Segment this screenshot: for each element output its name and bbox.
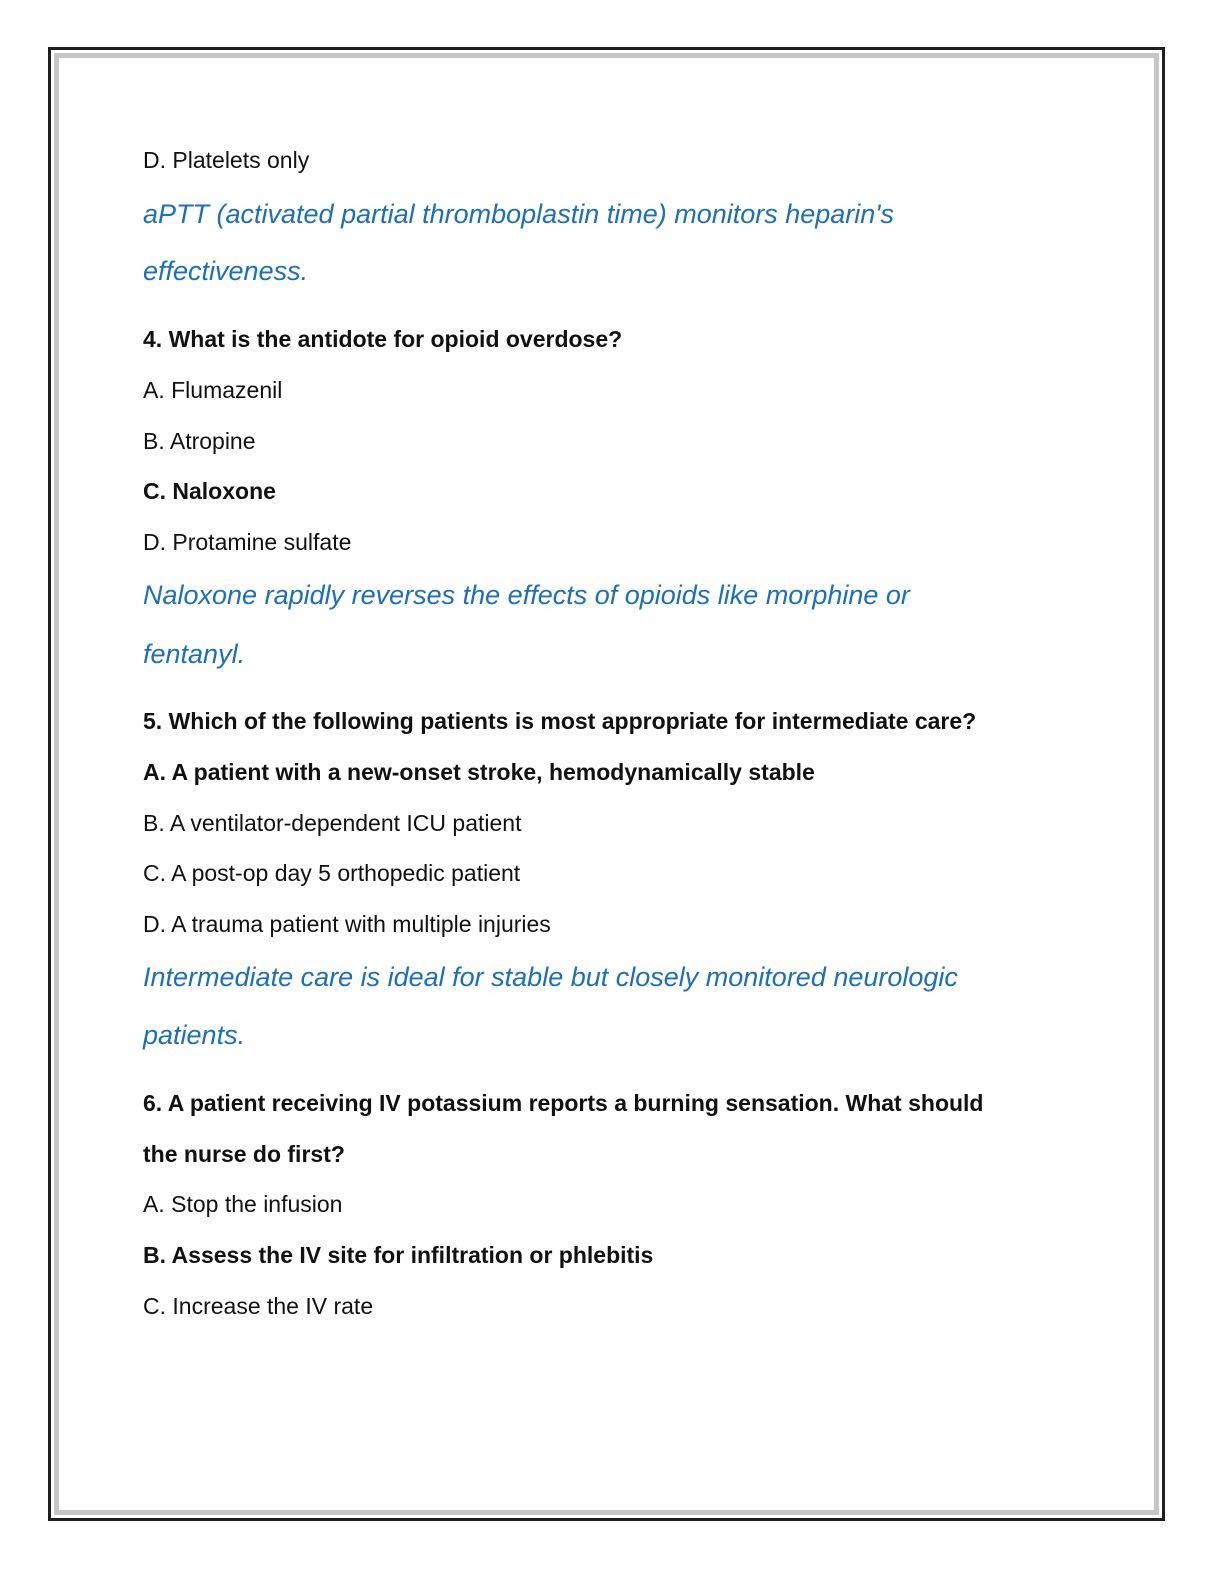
- q5-question: 5. Which of the following patients is most appropriate for intermediate care?: [143, 708, 977, 734]
- q5-option-a-answer: A. A patient with a new-onset stroke, hemodynamically stable: [143, 759, 815, 785]
- q4-option-b: B. Atropine: [143, 428, 256, 454]
- q6-option-c: C. Increase the IV rate: [143, 1293, 374, 1319]
- q5-rationale-line1: Intermediate care is ideal for stable but closely monitored neurologic: [143, 962, 958, 992]
- q5-rationale-line2: patients.: [143, 1020, 246, 1050]
- q6-option-b-answer: B. Assess the IV site for infiltration or phlebitis: [143, 1242, 654, 1268]
- q5-option-d: D. A trauma patient with multiple injuries: [143, 911, 551, 937]
- q5-option-b: B. A ventilator-dependent ICU patient: [143, 810, 522, 836]
- q4-rationale-line1: Naloxone rapidly reverses the effects of opioids like morphine or: [143, 580, 910, 610]
- q6-option-a: A. Stop the infusion: [143, 1191, 343, 1217]
- q4-question: 4. What is the antidote for opioid overdose?: [143, 326, 623, 352]
- q3-rationale-line1: aPTT (activated partial thromboplastin time) monitors heparin's: [143, 199, 894, 229]
- q4-option-d: D. Protamine sulfate: [143, 529, 352, 555]
- q4-rationale-line2: fentanyl.: [143, 639, 246, 669]
- q4-option-c-answer: C. Naloxone: [143, 478, 276, 504]
- q4-option-a: A. Flumazenil: [143, 377, 283, 403]
- q3-rationale-line2: effectiveness.: [143, 256, 309, 286]
- q6-question-line2: the nurse do first?: [143, 1141, 345, 1167]
- q5-option-c: C. A post-op day 5 orthopedic patient: [143, 860, 521, 886]
- q3-option-d: D. Platelets only: [143, 147, 310, 173]
- q6-question-line1: 6. A patient receiving IV potassium reports a burning sensation. What should: [143, 1090, 984, 1116]
